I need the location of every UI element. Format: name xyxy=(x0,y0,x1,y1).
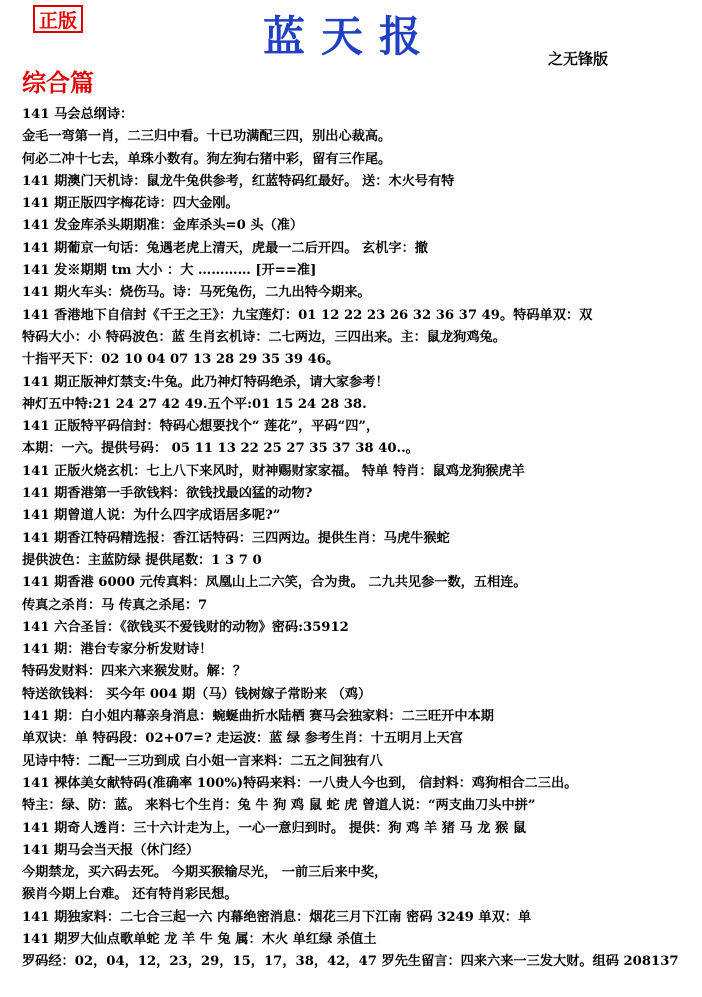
text-line: 141 裸体美女献特码(准确率 100%)特码来料：一八贵人今也到， 信封料：鸡狗相合二三出。 xyxy=(22,775,578,791)
text-line: 141 香港地下自信封《千王之王》：九宝莲灯：01 12 22 23 26 32 36 37 49。特码单双：双 xyxy=(22,307,593,323)
text-line: 141 期：白小姐内幕亲身消息：蜿蜒曲折水陆栖 赛马会独家料：二三旺开中本期 xyxy=(22,709,494,725)
text-line: 141 发※期期 tm 大小 ：大 ………… [开==准] xyxy=(22,263,317,279)
text-line: 141 正版火烧玄机：七上八下来风时，财神赐财家家福。 特单 特肖：鼠鸡龙狗猴虎羊 xyxy=(22,463,525,479)
text-line: 单双诀：单 特码段：02+07=? 走运波：蓝 绿 参考生肖：十五明月上天宫 xyxy=(22,731,463,747)
text-line: 猴肖今期上台难。 还有特肖彩民想。 xyxy=(22,887,238,903)
text-line: 141 期奇人透肖：三十六计走为上，一心一意归到时。 提供：狗 鸡 羊 猪 马 龙 猴 鼠 xyxy=(22,820,527,836)
edition-label: 之无锋版 xyxy=(548,50,609,68)
text-line: 141 期罗大仙点歌单蛇 龙 羊 牛 兔 属：木火 单红绿 杀值土 xyxy=(22,931,377,947)
text-line: 141 正版特平码信封：特码心想要找个“ 莲花”，平码“四”， xyxy=(22,419,380,435)
text-line: 金毛一弯第一肖，二三归中看。十已功满配三四，别出心裁高。 xyxy=(22,129,392,145)
text-line: 141 期火车头：烧伤马。诗：马死兔伤，二九出特今期来。 xyxy=(22,285,371,301)
text-line: 141 六合圣旨：《欲钱买不爱钱财的动物》密码:35912 xyxy=(22,619,349,635)
text-line: 141 期曾道人说：为什么四字成语居多呢?” xyxy=(22,508,281,524)
text-line: 特主：绿、防：蓝。 来料七个生肖：兔 牛 狗 鸡 鼠 蛇 虎 曾道人说：“两支曲刀头中拼” xyxy=(22,798,536,814)
authentic-badge: 正版 xyxy=(33,5,83,33)
text-line: 141 期香江特码精选报：香江话特码：三四两边。提供生肖：马虎牛猴蛇 xyxy=(22,530,450,546)
text-line: 传真之杀肖：马 传真之杀尾：7 xyxy=(22,597,208,613)
text-line: 141 发金库杀头期期准：金库杀头=0 头（准） xyxy=(22,218,304,234)
article-body xyxy=(22,104,692,974)
text-line: 141 期澳门天机诗：鼠龙牛兔供参考，红蓝特码红最好。 送：木火号有特 xyxy=(22,173,455,189)
text-line: 神灯五中特:21 24 27 42 49.五个平:01 15 24 28 38. xyxy=(22,396,367,412)
text-line: 141 期独家料：二七合三起一六 内幕绝密消息：烟花三月下江南 密码 3249 单双：单 xyxy=(22,909,532,925)
text-line: 罗码经：02，04，12，23，29，15，17，38，42，47 罗先生留言：四来六来一三发大财。组码 208137 xyxy=(22,954,679,970)
section-heading: 综合篇 xyxy=(22,68,94,97)
text-line: 141 期香港第一手欲钱料：欲钱找最凶猛的动物? xyxy=(22,486,313,502)
text-line: 141 期葡京一句话：兔遇老虎上清天，虎最一二后开四。 玄机字：撤 xyxy=(22,240,428,256)
text-line: 特码大小：小 特码波色：蓝 生肖玄机诗：二七两边，三四出来。主：鼠龙狗鸡兔。 xyxy=(22,329,506,345)
text-line: 141 期正版四字梅花诗：四大金刚。 xyxy=(22,196,239,212)
text-line: 141 马会总纲诗： xyxy=(22,107,134,122)
text-line: 本期：一六。提供号码： 05 11 13 22 25 27 35 37 38 40..。 xyxy=(22,441,419,457)
text-line: 今期禁龙，买六码去死。 今期买猴输尽光， 一前三后来中奖， xyxy=(22,865,388,881)
text-line: 141 期香港 6000 元传真料：凤凰山上二六笑，合为贵。 二九共见参一数，五相连。 xyxy=(22,575,527,591)
text-line: 提供波色：主蓝防绿 提供尾数：1 3 7 0 xyxy=(22,552,262,568)
text-line: 特送欲钱料： 买今年 004 期（马）钱树嫁子常盼来 （鸡） xyxy=(22,686,372,702)
text-line: 141 期马会当天报（休门经） xyxy=(22,842,200,858)
text-line: 141 期：港台专家分析发财诗！ xyxy=(22,642,213,658)
text-line: 特码发财料：四来六来猴发财。解：？ xyxy=(22,664,247,680)
text-line: 十指平天下：02 10 04 07 13 28 29 35 39 46。 xyxy=(22,352,340,368)
newspaper-title: 蓝天报 xyxy=(262,12,437,61)
text-line: 141 期正版神灯禁支:牛兔。此乃神灯特码绝杀，请大家参考！ xyxy=(22,374,389,390)
text-line: 何必二冲十七去，单珠小数有。狗左狗右猪中彩，留有三作尾。 xyxy=(22,151,392,167)
text-line: 见诗中特：二配一三功到成 白小姐一言来料：二五之间独有八 xyxy=(22,753,383,769)
